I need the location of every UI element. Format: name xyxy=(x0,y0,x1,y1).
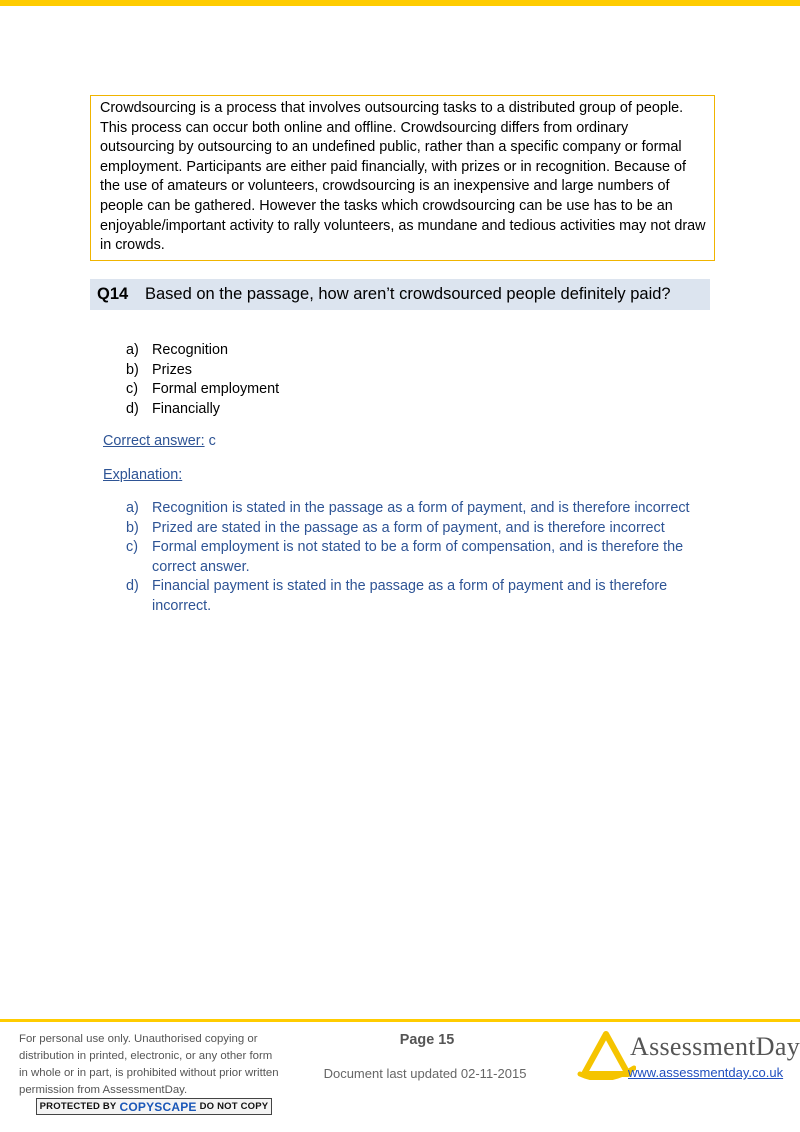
option-letter: a) xyxy=(126,342,139,358)
last-updated: Document last updated 02-11-2015 xyxy=(323,1066,527,1081)
assessmentday-logo-icon xyxy=(576,1028,636,1080)
explanation-letter: a) xyxy=(126,500,139,516)
website-link[interactable]: www.assessmentday.co.uk xyxy=(628,1065,784,1080)
option-text: Prizes xyxy=(152,361,192,378)
explanation-text: Financial payment is stated in the passage as a form of payment and is therefore incorrect. xyxy=(152,578,668,614)
page-number: Page 15 xyxy=(399,1032,455,1048)
explanation-text: Recognition is stated in the passage as a form of payment, and is therefore incorrect xyxy=(152,500,690,516)
option-letter: c) xyxy=(126,381,138,398)
option-text: Formal employment xyxy=(152,381,280,398)
explanation-item-c xyxy=(126,538,696,577)
option-letter: b) xyxy=(126,361,139,378)
copyright-notice: For personal use only. Unauthorised copying or distribution in printed, electronic, or any other form in whole or in part, is prohibited without prior written permission from AssessmentDay. xyxy=(19,1033,279,1096)
copyscape-suffix: DO NOT COPY xyxy=(199,1101,269,1112)
header-accent-bar xyxy=(0,0,800,6)
explanation-letter: b) xyxy=(126,519,139,536)
option-c xyxy=(126,380,279,400)
option-text: Financially xyxy=(152,400,220,417)
question-text: Based on the passage, how aren’t crowdsourced people definitely paid? xyxy=(145,285,671,303)
option-text: Recognition xyxy=(152,342,229,358)
option-a xyxy=(126,341,279,361)
copyscape-badge[interactable] xyxy=(36,1098,272,1115)
explanation-label: Explanation: xyxy=(103,467,183,483)
question-number: Q14 xyxy=(97,285,129,303)
explanation-item-b xyxy=(126,519,696,539)
explanation-item-a xyxy=(126,499,696,519)
answer-options xyxy=(126,341,279,419)
explanation-letter: c) xyxy=(126,539,138,556)
option-letter: d) xyxy=(126,400,139,417)
brand-name: AssessmentDay xyxy=(630,1032,800,1061)
correct-answer-label: Correct answer: xyxy=(103,433,205,449)
explanation-text: Prized are stated in the passage as a form of payment, and is therefore incorrect xyxy=(152,519,665,536)
correct-answer-value: c xyxy=(208,433,216,449)
explanation-letter: d) xyxy=(126,578,139,595)
question-bar xyxy=(90,279,710,310)
correct-answer xyxy=(103,433,216,449)
explanation-text: Formal employment is not stated to be a form of compensation, and is therefore the correct answer. xyxy=(152,539,684,575)
passage-box xyxy=(90,95,715,261)
option-d xyxy=(126,400,279,420)
explanation-list xyxy=(126,499,696,617)
explanation-item-d xyxy=(126,577,696,616)
copyscape-name: COPYSCAPE xyxy=(119,1099,197,1114)
footer-accent-bar xyxy=(0,1019,800,1022)
copyscape-prefix: PROTECTED BY xyxy=(39,1101,117,1112)
option-b xyxy=(126,361,279,381)
passage-text: Crowdsourcing is a process that involves outsourcing tasks to a distributed group of people. This process can occur both online and offline. Crowdsourcing differs from ordinary outsourcing by outsourcing to an undefined public, rather than a specific company or formal employment. Participants are either paid financially, with prizes or in recognition. Because of the use of amateurs or volunteers, crowdsourcing is an inexpensive and large numbers of people can be gathered. However the tasks which crowdsourcing can be use has to be an enjoyable/important activity to rally volunteers, as mundane and tedious activities may not draw in crowds. xyxy=(100,100,706,254)
